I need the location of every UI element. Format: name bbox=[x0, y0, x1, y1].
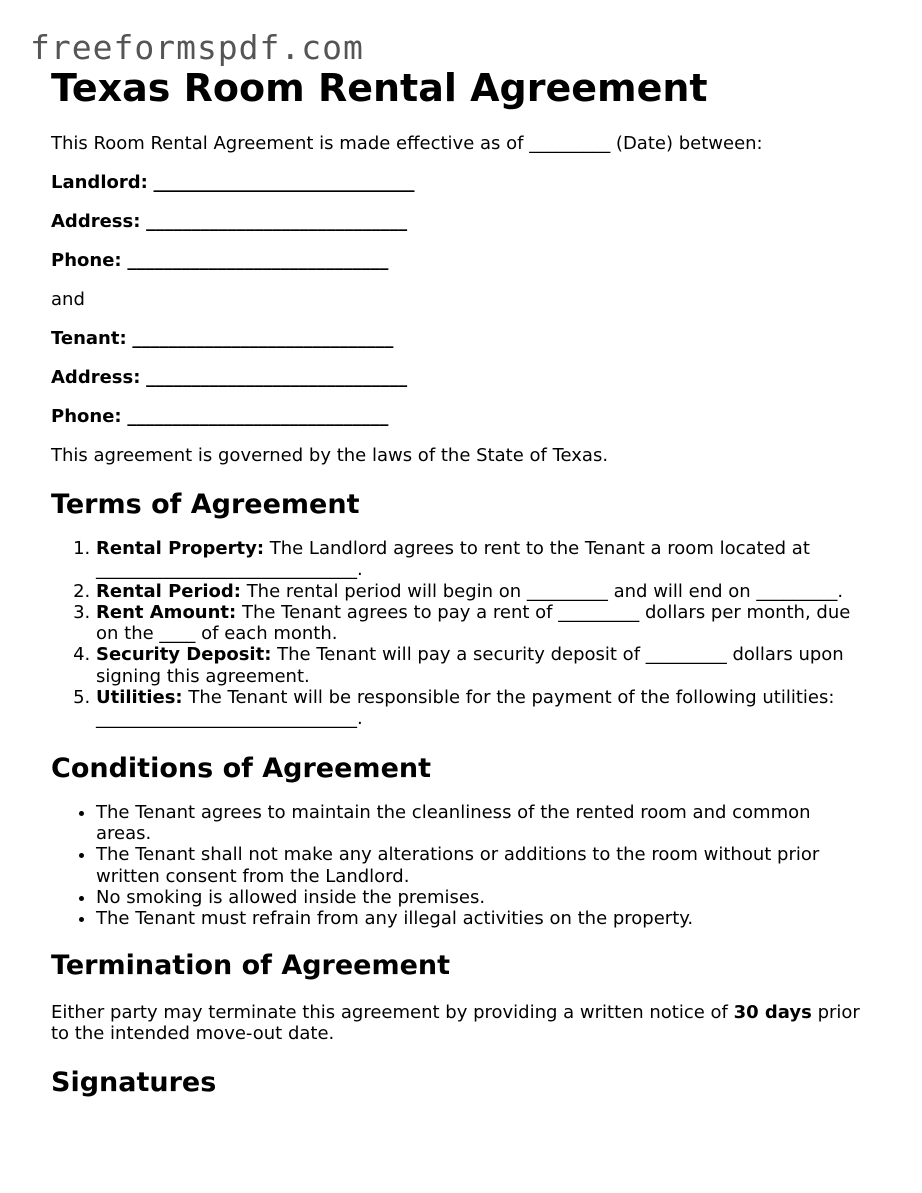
tenant-phone-blank[interactable]: _____________________________ bbox=[127, 406, 389, 427]
terms-item-text: The Tenant will pay a security deposit of _________ dollars upon signing this agreement. bbox=[96, 644, 844, 687]
document-page bbox=[51, 64, 871, 1100]
termination-text-after: prior to the intended move-out date. bbox=[51, 1002, 860, 1045]
terms-item-label: Rent Amount: bbox=[96, 601, 237, 623]
landlord-phone-field bbox=[51, 250, 871, 271]
terms-heading: Terms of Agreement bbox=[51, 489, 360, 520]
landlord-phone-blank[interactable]: _____________________________ bbox=[127, 250, 389, 271]
watermark: freeformspdf.com bbox=[30, 28, 364, 67]
terms-item-text: The rental period will begin on _________ and will end on _________. bbox=[240, 580, 844, 602]
tenant-phone-label: Phone: bbox=[51, 406, 122, 427]
terms-item bbox=[96, 644, 871, 687]
condition-item: • No smoking is allowed inside the premises. bbox=[96, 887, 871, 908]
terms-item-label: Rental Property: bbox=[96, 538, 265, 559]
terms-item-text: The Tenant will be responsible for the payment of the following utilities: _____________________________. bbox=[96, 687, 835, 730]
document-title: Texas Room Rental Agreement bbox=[51, 66, 708, 110]
intro-text: This Room Rental Agreement is made effective as of _________ (Date) between: bbox=[51, 133, 763, 154]
conditions-heading: Conditions of Agreement bbox=[51, 752, 432, 784]
condition-item: • The Tenant must refrain from any illegal activities on the property. bbox=[96, 908, 871, 929]
tenant-name-blank[interactable]: _____________________________ bbox=[132, 328, 394, 349]
termination-text bbox=[51, 1002, 871, 1044]
terms-item-label: Security Deposit: bbox=[96, 644, 272, 666]
landlord-phone-label: Phone: bbox=[51, 250, 122, 271]
terms-item bbox=[96, 538, 871, 581]
terms-item bbox=[96, 687, 871, 730]
signatures-heading: Signatures bbox=[51, 1067, 217, 1099]
landlord-name-label: Landlord: bbox=[51, 172, 148, 193]
terms-item bbox=[96, 602, 871, 645]
tenant-phone-field bbox=[51, 406, 871, 427]
tenant-address-field bbox=[51, 367, 871, 388]
termination-notice-period: 30 days bbox=[733, 1002, 812, 1024]
tenant-address-blank[interactable]: _____________________________ bbox=[146, 367, 408, 388]
and-text: and bbox=[51, 289, 85, 310]
tenant-name-label: Tenant: bbox=[51, 328, 127, 349]
termination-text-before: Either party may terminate this agreement by providing a written notice of bbox=[51, 1002, 734, 1024]
landlord-name-blank[interactable]: _____________________________ bbox=[153, 172, 415, 193]
terms-item bbox=[96, 581, 871, 602]
landlord-address-blank[interactable]: _____________________________ bbox=[146, 211, 408, 232]
tenant-name-field bbox=[51, 328, 871, 349]
condition-item: • The Tenant agrees to maintain the cleanliness of the rented room and common areas. bbox=[96, 802, 871, 845]
landlord-name-field bbox=[51, 172, 871, 193]
condition-item: • The Tenant shall not make any alterations or additions to the room without prior written consent from the Landlord. bbox=[96, 844, 871, 887]
conditions-list bbox=[51, 802, 871, 930]
terms-list bbox=[51, 538, 871, 730]
terms-item-text: The Landlord agrees to rent to the Tenant a room located at _____________________________. bbox=[96, 538, 810, 581]
terms-item-label: Rental Period: bbox=[96, 580, 241, 602]
landlord-address-field bbox=[51, 211, 871, 232]
governing-law-text: This agreement is governed by the laws of the State of Texas. bbox=[51, 445, 609, 466]
terms-item-label: Utilities: bbox=[96, 687, 183, 709]
termination-heading: Termination of Agreement bbox=[51, 950, 451, 982]
landlord-address-label: Address: bbox=[51, 211, 141, 232]
tenant-address-label: Address: bbox=[51, 367, 141, 388]
terms-item-text: The Tenant agrees to pay a rent of _________ dollars per month, due on the ____ of each month. bbox=[96, 601, 851, 645]
